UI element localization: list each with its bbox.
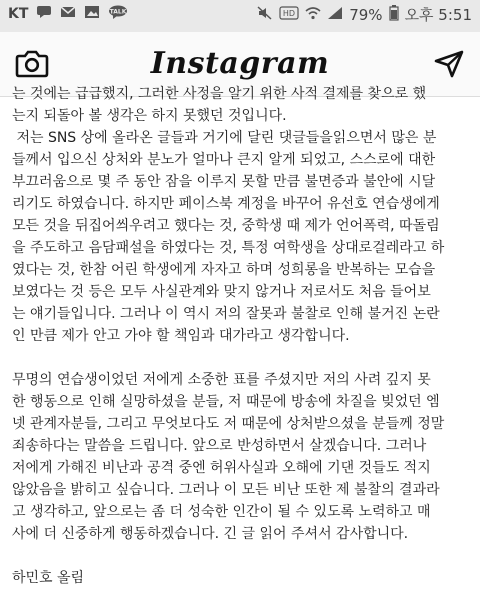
post-line: 는 얘기들입니다. 그러나 이 역시 저의 잘못과 불찰로 인해 불거진 논란 xyxy=(12,306,440,322)
post-line: 저에게 가해진 비난과 공격 중엔 허위사실과 오해에 기댄 것들도 적지 xyxy=(12,460,431,476)
post-line: 였다는 것, 한참 어린 학생에게 자자고 하며 성희롱을 반복하는 모습을 xyxy=(12,262,436,278)
svg-text:TALK: TALK xyxy=(110,8,127,16)
post-line: 는 것에는 급급했지, 그러한 사정을 알기 위한 사적 결제를 찾으로 했 xyxy=(12,86,427,102)
signal-icon xyxy=(327,6,343,24)
post-line: 사에 더 신중하게 행동하겠습니다. 긴 글 읽어 주셔서 감사합니다. xyxy=(12,526,409,542)
post-line: 저는 SNS 상에 올라온 글들과 거기에 달린 댓글들을읽으면서 많은 분 xyxy=(12,130,437,146)
post-line: 않았음을 밝히고 싶습니다. 그러나 이 모든 비난 또한 제 불찰의 결과라 xyxy=(12,482,440,498)
status-bar xyxy=(0,0,480,32)
message-icon xyxy=(36,5,52,23)
post-line: 죄송하다는 말씀을 드립니다. 앞으로 반성하면서 살겠습니다. 그러나 xyxy=(12,438,427,454)
post-line: 을 주도하고 음담패설을 하였다는 것, 특정 여학생을 상대로걸레라고 하 xyxy=(12,240,445,256)
wifi-icon xyxy=(305,6,321,24)
post-line: 리기도 하였습니다. 하지만 페이스북 계정을 바꾸어 유선호 연습생에게 xyxy=(12,196,440,212)
post-line: 모든 것을 뒤집어씌우려고 했다는 것, 중학생 때 제가 언어폭력, 따돌림 xyxy=(12,218,440,234)
post-line: 는지 되돌아 볼 생각은 하지 못했던 것입니다. xyxy=(12,108,287,124)
post-line: 고 생각하고, 앞으로는 좀 더 성숙한 인간이 될 수 있도록 노력하고 매 xyxy=(12,504,431,520)
carrier-label: KT xyxy=(8,6,29,22)
talk-icon xyxy=(108,5,128,23)
post-line: 보였다는 것 등은 모두 사실관계와 맞지 않거나 저로서도 처음 들어보 xyxy=(12,284,431,300)
status-left xyxy=(8,5,128,23)
direct-message-icon[interactable] xyxy=(434,50,464,78)
post-line: 인 만큼 제가 안고 가야 할 책임과 대가라고 생각합니다. xyxy=(12,328,350,344)
clock: 오후 5:51 xyxy=(404,6,472,24)
post-line: 부끄러움으로 몇 주 동안 잠을 이루지 못할 만큼 불면증과 불안에 시달 xyxy=(12,174,436,190)
battery-icon xyxy=(389,5,399,25)
app-logo: Instagram xyxy=(150,46,330,81)
post-content[interactable] xyxy=(0,86,480,604)
post-signature: 하민호 올림 xyxy=(12,570,85,586)
mail-icon xyxy=(60,6,76,22)
post-line: 넷 관계자분들, 그리고 무엇보다도 저 때문에 상처받으셨을 분들께 정말 xyxy=(12,416,445,432)
gallery-icon xyxy=(84,5,100,23)
post-line: 무명의 연습생이었던 저에게 소중한 표를 주셨지만 저의 사려 깊지 못 xyxy=(12,372,431,388)
hd-icon xyxy=(279,6,299,24)
post-line: 들께서 입으신 상처와 분노가 얼마나 큰지 알게 되었고, 스스로에 대한 xyxy=(12,152,436,168)
battery-percent: 79% xyxy=(349,5,383,24)
status-right xyxy=(257,4,472,25)
post-line: 한 행동으로 인해 실망하셨을 분들, 저 때문에 방송에 차질을 빚었던 엠 xyxy=(12,394,440,410)
mute-icon xyxy=(257,5,273,25)
svg-text:HD: HD xyxy=(283,8,296,18)
